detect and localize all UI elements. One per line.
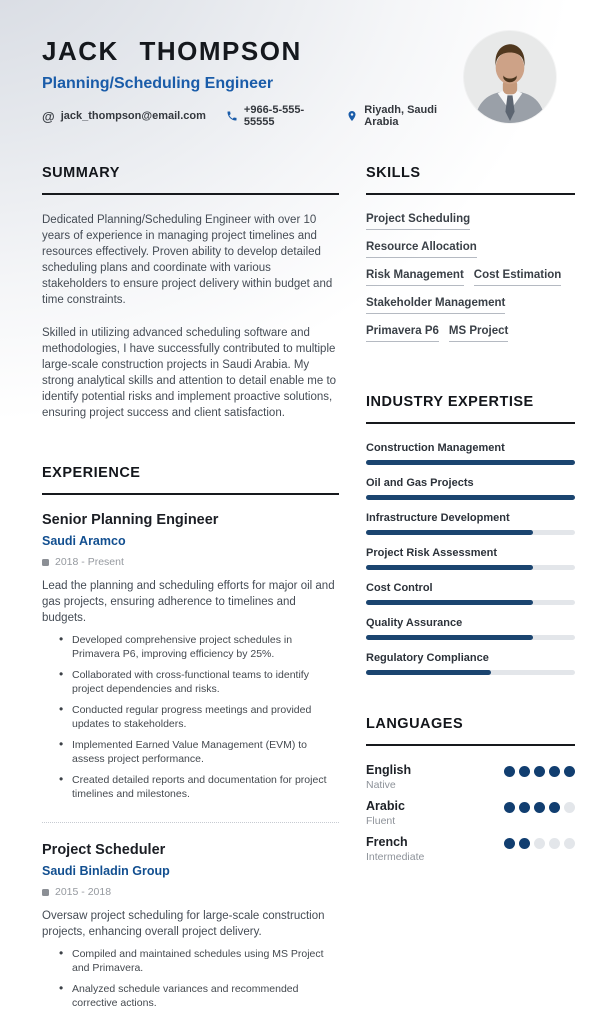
- level-dot: [504, 766, 515, 777]
- level-dot: [519, 838, 530, 849]
- level-dot: [534, 838, 545, 849]
- experience-job: [42, 512, 339, 801]
- section-industry-expertise: [366, 394, 575, 675]
- language-dots: [500, 766, 575, 777]
- expertise-label: Quality Assurance: [366, 617, 463, 629]
- summary-paragraph: Skilled in utilizing advanced scheduling software and methodologies, I have successfully contributed to multiple large-scale construction projects in Saudi Arabia. My strong analytical skills and attention to detail enable me to identify potential risks and implement proactive solutions, ensuring project success and client satisfaction.: [42, 327, 337, 419]
- skill-chip: Primavera P6: [366, 325, 439, 342]
- section-summary: [42, 165, 339, 421]
- phone-icon: [226, 110, 238, 122]
- job-bullet: • Conducted regular progress meetings and provided updates to stakeholders.: [42, 704, 339, 731]
- skill-chip: Cost Estimation: [474, 269, 562, 286]
- job-period-text: 2018 - Present: [55, 556, 124, 568]
- summary-paragraph: Dedicated Planning/Scheduling Engineer with over 10 years of experience in managing project timelines and resources effectively. Proven ability to develop detailed scheduling plans and coordinate with various stakeholders to ensure project delivery within budget and time constraints.: [42, 214, 333, 306]
- language-name: French: [366, 835, 408, 849]
- right-column: [366, 165, 575, 1018]
- language-info: [366, 799, 405, 827]
- expertise-item: [366, 547, 575, 570]
- level-dot: [564, 838, 575, 849]
- language-name: English: [366, 763, 412, 777]
- expertise-item: [366, 617, 575, 640]
- job-company: Saudi Binladin Group: [42, 864, 170, 878]
- expertise-item: [366, 477, 575, 500]
- job-title: Senior Planning Engineer: [42, 512, 219, 528]
- email-icon: @: [42, 108, 55, 124]
- level-dot: [549, 802, 560, 813]
- contact-email[interactable]: [42, 110, 206, 123]
- expertise-bar-fill: [366, 565, 533, 570]
- level-dot: [519, 802, 530, 813]
- content: [0, 165, 600, 1018]
- skill-chip: MS Project: [449, 325, 508, 342]
- contact-location[interactable]: [346, 104, 464, 128]
- location-pin-icon: [346, 110, 358, 122]
- expertise-bar-track: [366, 495, 575, 500]
- languages-heading: LANGUAGES: [366, 716, 575, 746]
- expertise-bar-fill: [366, 530, 533, 535]
- job-title: Project Scheduler: [42, 842, 166, 858]
- job-description: Oversaw project scheduling for large-scale construction projects, enhancing overall project delivery.: [42, 910, 325, 938]
- expertise-bar-fill: [366, 635, 533, 640]
- job-bullet-list: [42, 634, 339, 801]
- job-divider: [42, 822, 339, 823]
- person-job-title: Planning/Scheduling Engineer: [42, 75, 274, 92]
- job-period: [42, 556, 339, 568]
- language-row: [366, 835, 575, 863]
- experience-job: [42, 842, 339, 1010]
- section-experience: [42, 465, 339, 1010]
- header: [0, 0, 600, 128]
- expertise-item: [366, 652, 575, 675]
- level-dot: [519, 766, 530, 777]
- calendar-icon: [42, 889, 49, 896]
- person-name: JACK THOMPSON: [42, 36, 302, 66]
- expertise-bar-track: [366, 565, 575, 570]
- level-dot: [534, 802, 545, 813]
- languages-list: [366, 763, 575, 863]
- skill-chip: Stakeholder Management: [366, 297, 505, 314]
- expertise-list: [366, 442, 575, 675]
- job-bullet: • Collaborated with cross-functional teams to identify project dependencies and risks.: [42, 669, 339, 696]
- language-dots: [500, 802, 575, 813]
- level-dot: [549, 838, 560, 849]
- expertise-bar-fill: [366, 460, 575, 465]
- expertise-bar-track: [366, 530, 575, 535]
- level-dot: [564, 802, 575, 813]
- contact-row: [42, 104, 464, 128]
- calendar-icon: [42, 559, 49, 566]
- expertise-label: Project Risk Assessment: [366, 547, 498, 559]
- expertise-bar-fill: [366, 600, 533, 605]
- job-period: [42, 886, 339, 898]
- skill-chip: Risk Management: [366, 269, 464, 286]
- expertise-item: [366, 512, 575, 535]
- level-dot: [504, 838, 515, 849]
- language-name: Arabic: [366, 799, 405, 813]
- language-info: [366, 835, 424, 863]
- left-column: [42, 165, 339, 1018]
- section-skills: [366, 165, 575, 342]
- language-level: Native: [366, 779, 396, 791]
- profile-photo-graphic: [464, 31, 556, 123]
- level-dot: [564, 766, 575, 777]
- job-description: Lead the planning and scheduling efforts for major oil and gas projects, ensuring adherence to timelines and budgets.: [42, 580, 335, 624]
- experience-heading: EXPERIENCE: [42, 465, 339, 495]
- job-period-text: 2015 - 2018: [55, 886, 112, 898]
- job-bullet: • Developed comprehensive project schedules in Primavera P6, improving efficiency by 25%.: [42, 634, 339, 661]
- header-text: [42, 36, 464, 128]
- expertise-bar-track: [366, 635, 575, 640]
- contact-email-text: jack_thompson@email.com: [60, 110, 206, 122]
- language-row: [366, 799, 575, 827]
- expertise-item: [366, 582, 575, 605]
- section-languages: [366, 716, 575, 863]
- job-bullet: • Analyzed schedule variances and recommended corrective actions.: [42, 983, 339, 1010]
- language-info: [366, 763, 411, 791]
- skill-chip: Project Scheduling: [366, 213, 470, 230]
- experience-list: [42, 512, 339, 1010]
- expertise-bar-fill: [366, 495, 575, 500]
- level-dot: [504, 802, 515, 813]
- job-bullet: • Compiled and maintained schedules using MS Project and Primavera.: [42, 948, 339, 975]
- expertise-bar-fill: [366, 670, 491, 675]
- expertise-label: Regulatory Compliance: [366, 652, 489, 664]
- language-level: Intermediate: [366, 851, 425, 863]
- job-company: Saudi Aramco: [42, 534, 126, 548]
- expertise-bar-track: [366, 670, 575, 675]
- summary-heading: SUMMARY: [42, 165, 339, 195]
- skills-heading: SKILLS: [366, 165, 575, 195]
- expertise-label: Construction Management: [366, 442, 505, 454]
- contact-phone[interactable]: [226, 104, 326, 128]
- language-dots: [500, 838, 575, 849]
- skill-chip: Resource Allocation: [366, 241, 477, 258]
- job-bullet: • Implemented Earned Value Management (EVM) to assess project performance.: [42, 739, 339, 766]
- expertise-label: Cost Control: [366, 582, 433, 594]
- level-dot: [549, 766, 560, 777]
- expertise-bar-track: [366, 460, 575, 465]
- contact-phone-text: +966-5-555-55555: [243, 104, 305, 128]
- language-row: [366, 763, 575, 791]
- level-dot: [534, 766, 545, 777]
- skills-list: [366, 213, 575, 342]
- expertise-bar-track: [366, 600, 575, 605]
- expertise-label: Oil and Gas Projects: [366, 477, 474, 489]
- contact-location-text: Riyadh, Saudi Arabia: [364, 104, 438, 128]
- profile-photo: [464, 31, 556, 123]
- expertise-label: Infrastructure Development: [366, 512, 510, 524]
- job-bullet-list: [42, 948, 339, 1010]
- language-level: Fluent: [366, 815, 396, 827]
- industry-expertise-heading: INDUSTRY EXPERTISE: [366, 394, 575, 424]
- expertise-item: [366, 442, 575, 465]
- job-bullet: • Created detailed reports and documentation for project timelines and milestones.: [42, 774, 339, 801]
